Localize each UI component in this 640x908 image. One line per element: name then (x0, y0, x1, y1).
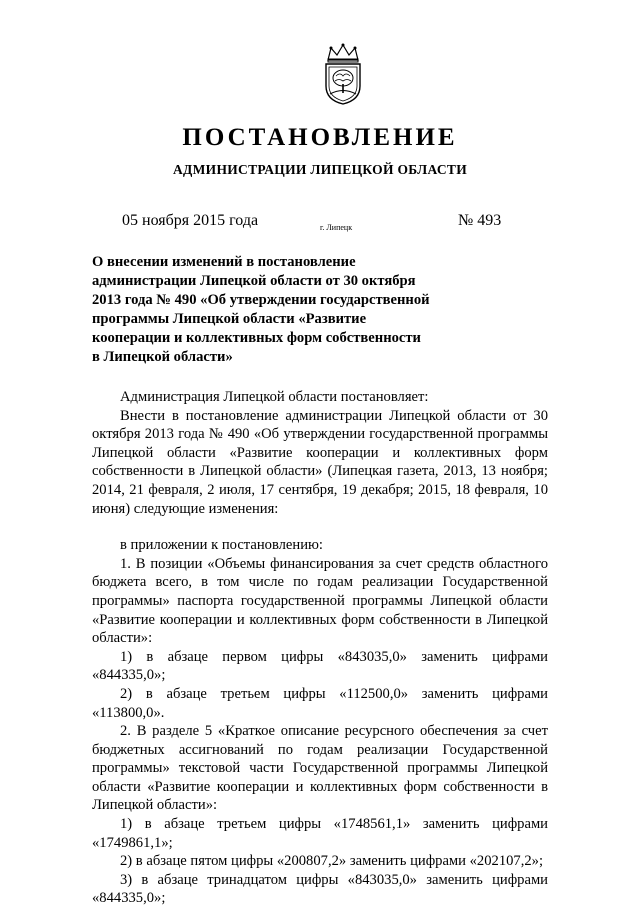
document-date: 05 ноября 2015 года (122, 212, 259, 229)
document-heading: О внесении изменений в постановление администрации Липецкой области от 30 октября 2013 года № 490 «Об утверждении государственной программы Липецкой области «Развитие кооперации и коллективных форм собственности в Липецкой области» (92, 254, 430, 365)
paragraph: 1. В позиции «Объемы финансирования за счет средств областного бюджета всего, в том числе по годам реализации Государственной программы» паспорта государственной программы Липецкой области «Развитие кооперации и коллективных форм собственности в Липецкой области»: (92, 555, 548, 647)
paragraph: 3) в абзаце тринадцатом цифры «843035,0» заменить цифрами «844335,0»; (92, 871, 548, 907)
document-subtitle: АДМИНИСТРАЦИИ ЛИПЕЦКОЙ ОБЛАСТИ (172, 162, 468, 177)
paragraph: 1) в абзаце третьем цифры «1748561,1» заменить цифрами «1749861,1»; (92, 816, 548, 851)
paragraph: Внести в постановление администрации Липецкой области от 30 октября 2013 года № 490 «Об утверждении государственной программы Липецкой области «Развитие кооперации и коллективных форм собственности в Липецкой области» (Липецкая газета, 2013, 13 ноября; 2014, 21 февраля, 2 июля, 17 сентября, 19 декабря; 2015, 18 февраля, 10 июня) следующие изменения: (92, 407, 548, 517)
paragraph: 2) в абзаце пятом цифры «200807,2» заменить цифрами «202107,2»; (120, 853, 544, 870)
document-body (92, 388, 548, 908)
paragraph: в приложении к постановлению: (120, 537, 323, 554)
document-number: № 493 (458, 212, 502, 229)
document-title: ПОСТАНОВЛЕНИЕ (182, 124, 458, 151)
paragraph: Администрация Липецкой области постановляет: (120, 389, 429, 405)
paragraph: 1) в абзаце первом цифры «843035,0» заменить цифрами «844335,0»; (92, 648, 548, 684)
document-city: г. Липецк (320, 223, 353, 232)
paragraph: 2) в абзаце третьем цифры «112500,0» заменить цифрами «113800,0». (92, 685, 548, 721)
paragraph: 2. В разделе 5 «Краткое описание ресурсного обеспечения за счет бюджетных ассигнований по годам реализации Государственной программы» текстовой части Государственной программы Липецкой области «Развитие кооперации и коллективных форм собственности в Липецкой области»: (92, 723, 548, 814)
lipetsk-coat-of-arms-icon (318, 42, 368, 106)
